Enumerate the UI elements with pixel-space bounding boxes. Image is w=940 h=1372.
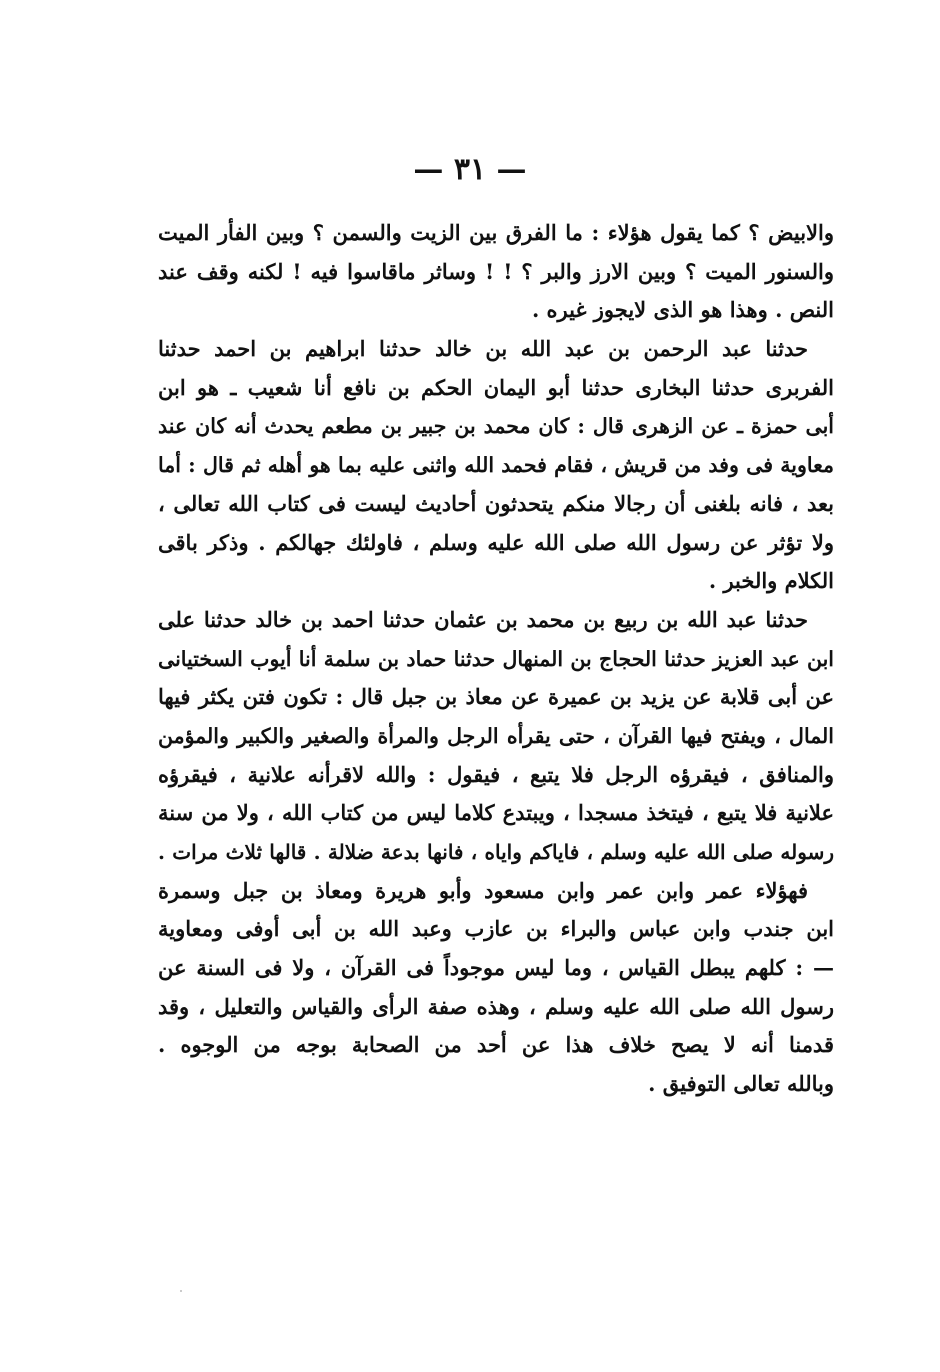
text-line: قدمنا أنه لا يصح خلاف هذا عن أحد من الصحابة بوجه من الوجوه .: [158, 1032, 834, 1058]
text-line: ولا تؤثر عن رسول الله صلى الله عليه وسلم ، فاولئك جهالكم . وذكر باقى: [158, 529, 834, 555]
text-line: أبى حمزة ـ عن الزهرى قال : كان محمد بن جبير بن مطعم يحدث أنه كان عند: [158, 414, 834, 439]
text-line: حدثنا عبد الله بن ربيع بن محمد بن عثمان حدثنا احمد بن خالد حدثنا على: [158, 606, 808, 632]
text-line: رسول الله صلى الله عليه وسلم ، وهذه صفة الرأى والقياس والتعليل ، وقد: [158, 993, 834, 1019]
body-text: [158, 214, 834, 1104]
text-line: وبالله تعالى التوفيق .: [648, 1071, 834, 1097]
text-line: والابيض ؟ كما يقول هؤلاء : ما الفرق بين الزيت والسمن ؟ وبين الفأر الميت: [158, 220, 834, 245]
text-line: رسوله صلى الله عليه وسلم ، فاياكم واياه ، فانها بدعة ضلالة . قالها ثلاث مرات .: [158, 840, 834, 864]
text-line: النص . وهذا هو الذى لايجوز غيره .: [531, 297, 834, 323]
text-line: عن أبى قلابة عن يزيد بن عميرة عن معاذ بن جبل قال : تكون فتن يكثر فيها: [158, 684, 834, 710]
text-line: بعد ، فانه بلغنى أن رجالا منكم يتحدثون أحاديث ليست فى كتاب الله تعالى ،: [158, 490, 834, 516]
text-line: ابن عبد العزيز حدثنا الحجاج بن المنهال حدثنا حماد بن سلمة أنا أيوب السختيانى: [158, 646, 834, 671]
text-line: الفربرى حدثنا البخارى حدثنا أبو اليمان الحكم بن نافع أنا شعيب ـ هو ابن: [158, 374, 834, 400]
text-line: علانية فلا يتبع ، فيتخذ مسجدا ، ويبتدع كلاما ليس من كتاب الله ، ولا من سنة: [158, 800, 834, 826]
text-line: حدثنا عبد الرحمن بن عبد الله بن خالد حدثنا ابراهيم بن احمد حدثنا: [158, 336, 808, 362]
page-number: — ٣١ —: [413, 152, 527, 187]
text-line: المال ، ويفتح فيها القرآن ، حتى يقرأه الرجل والمرأة والصغير والكبير والمؤمن: [158, 723, 834, 748]
text-line: ابن جندب وابن عباس والبراء بن عازب وعبد الله بن أبى أوفى ومعاوية: [158, 916, 834, 942]
text-line: والمنافق ، فيقرؤه الرجل فلا يتبع ، فيقول : والله لاقرأنه علانية ، فيقرؤه: [158, 761, 834, 787]
text-line: معاوية فى وفد من قريش ، فقام فحمد الله واثنى عليه بما هو أهله ثم قال : أما: [158, 453, 834, 478]
text-line: — : كلهم يبطل القياس ، وما ليس موجوداً فى القرآن ، ولا فى السنة عن: [158, 955, 834, 981]
scan-speck: [180, 1290, 182, 1292]
text-line: فهؤلاء عمر وابن عمر وابن مسعود وأبو هريرة ومعاذ بن جبل وسمرة: [158, 877, 808, 903]
text-line: الكلام والخبر .: [708, 568, 834, 594]
text-line: والسنور الميت ؟ وبين الارز والبر ؟ ! ! وساثر ماقاسوا فيه ! لكنه وقف عند: [158, 258, 834, 284]
